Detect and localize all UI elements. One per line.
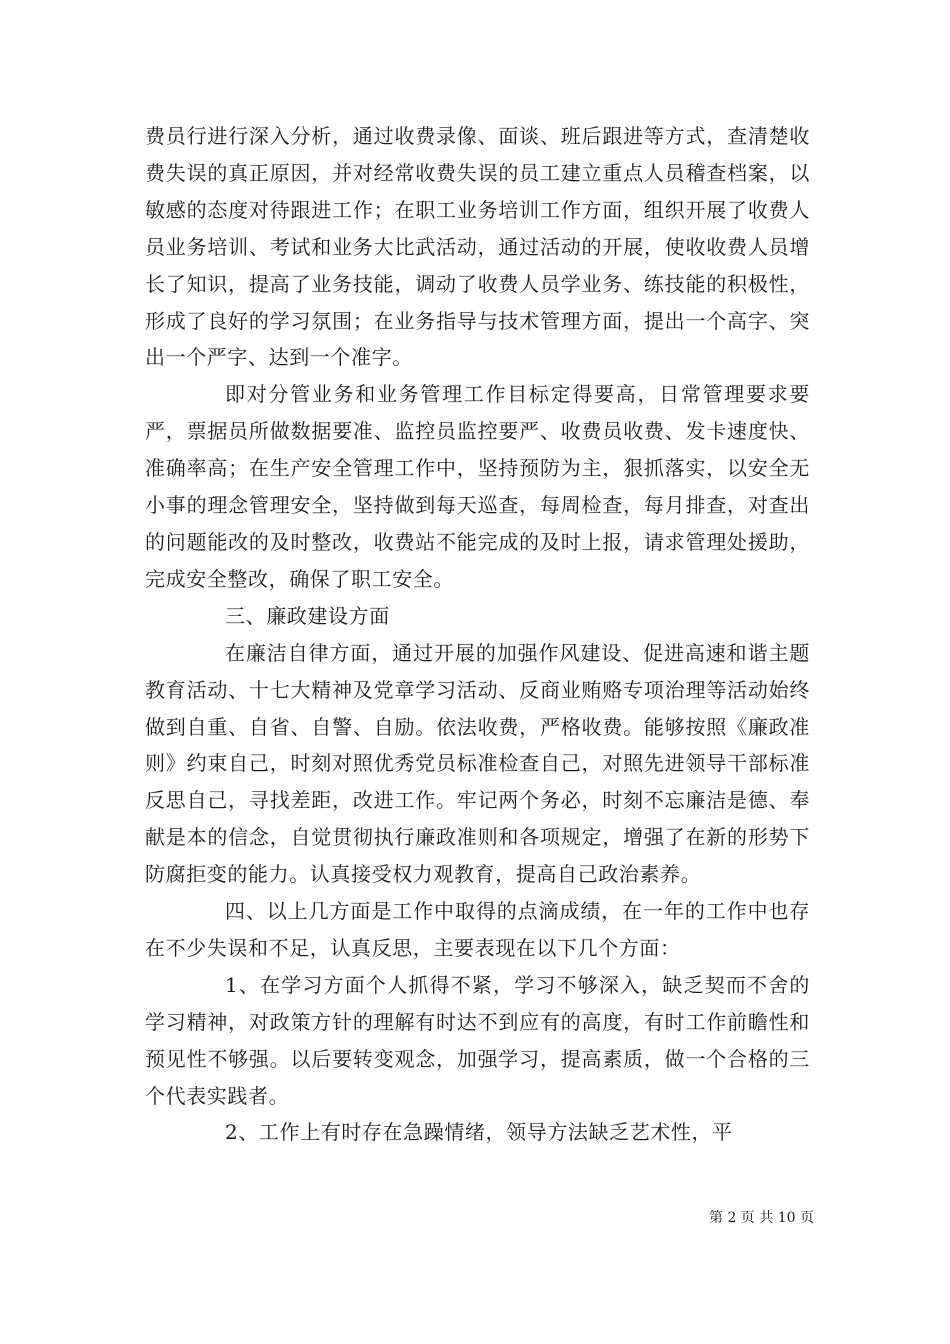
document-body	[145, 118, 810, 1151]
paragraph-continuation: 费员行进行深入分析，通过收费录像、面谈、班后跟进等方式，查清楚收费失误的真正原因，并对经常收费失误的员工建立重点人员稽查档案，以敏感的态度对待跟进工作；在职工业务培训工作方面，组织开展了收费人员业务培训、考试和业务大比武活动，通过活动的开展，使收收费人员增长了知识，提高了业务技能，调动了收费人员学业务、练技能的积极性，形成了良好的学习氛围；在业务指导与技术管理方面，提出一个高字、突出一个严字、达到一个准字。	[145, 124, 810, 370]
section-heading-integrity: 三、廉政建设方面	[225, 603, 390, 628]
paragraph-shortcoming-2: 2、工作上有时存在急躁情绪，领导方法缺乏艺术性，平	[225, 1120, 733, 1145]
paragraph-integrity-self-discipline: 在廉洁自律方面，通过开展的加强作风建设、促进高速和谐主题教育活动、十七大精神及党章学习活动、反商业贿赂专项治理等活动始终做到自重、自省、自警、自励。依法收费，严格收费。能够按照《廉政准则》约束自己，时刻对照优秀党员标准检查自己，对照先进领导干部标准反思自己，寻找差距，改进工作。牢记两个务必，时刻不忘廉洁是德、奉献是本的信念，自觉贯彻执行廉政准则和各项规定，增强了在新的形势下防腐拒变的能力。认真接受权力观教育，提高自己政治素养。	[145, 640, 810, 887]
page-number-footer: 第 2 页 共 10 页	[709, 1210, 814, 1226]
paragraph-management-requirements: 即对分管业务和业务管理工作目标定得要高，日常管理要求要严，票据员所做数据要准、监控员监控要严、收费员收费、发卡速度快、准确率高；在生产安全管理工作中，坚持预防为主，狠抓落实，以安全无小事的理念管理安全，坚持做到每天巡查，每周检查，每月排查，对查出的问题能改的及时整改，收费站不能完成的及时上报，请求管理处援助，完成安全整改，确保了职工安全。	[145, 382, 810, 591]
paragraph-shortcoming-1: 1、在学习方面个人抓得不紧，学习不够深入，缺乏契而不舍的学习精神，对政策方针的理解有时达不到应有的高度，有时工作前瞻性和预见性不够强。以后要转变观念，加强学习，提高素质，做一个合格的三个代表实践者。	[145, 972, 810, 1108]
paragraph-shortcomings-intro: 四、以上几方面是工作中取得的点滴成绩，在一年的工作中也存在不少失误和不足，认真反思，主要表现在以下几个方面：	[145, 899, 810, 960]
